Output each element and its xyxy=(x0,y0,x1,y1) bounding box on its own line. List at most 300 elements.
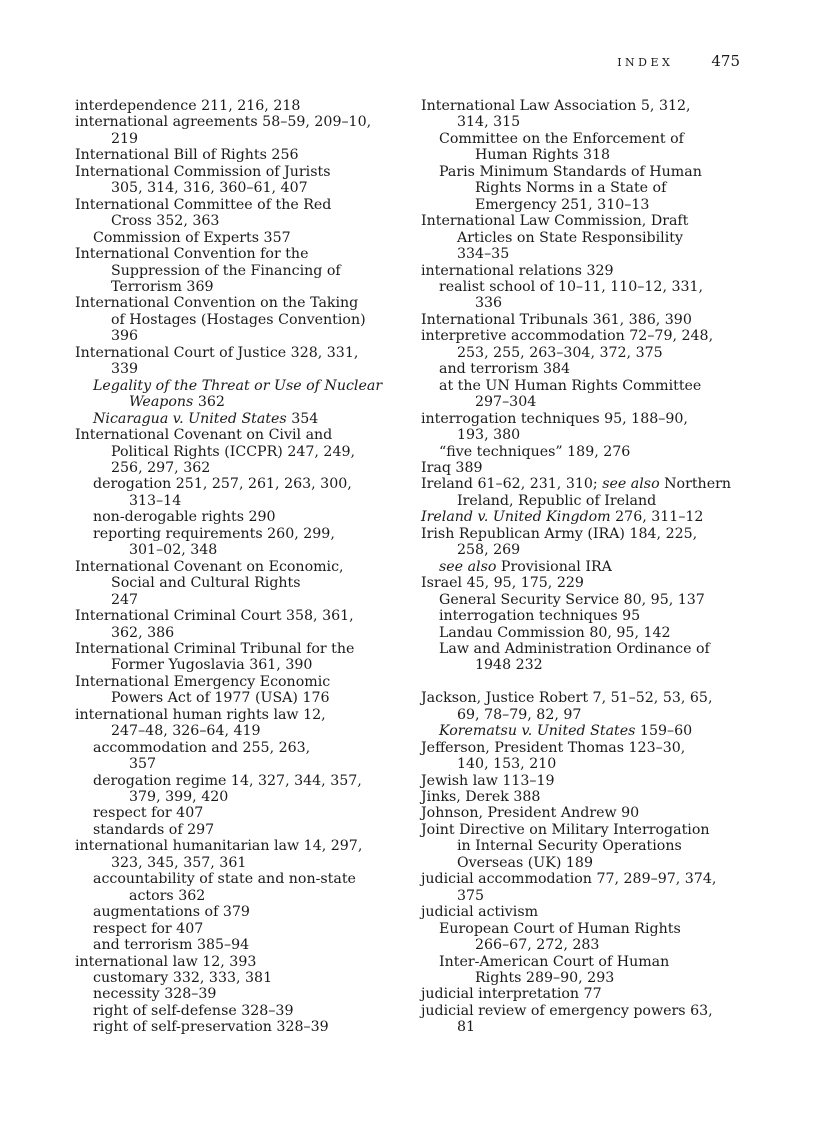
entry-text: “five techniques” 189, 276 xyxy=(439,443,631,460)
index-subentry xyxy=(93,904,415,920)
entry-continuation-line xyxy=(93,888,415,904)
entry-continuation-line xyxy=(421,427,761,443)
entry-text: 81 xyxy=(457,1019,476,1036)
index-entry xyxy=(421,98,761,131)
index-entry xyxy=(75,147,415,163)
index-subentry xyxy=(93,805,415,821)
entry-continuation-line xyxy=(75,180,415,196)
entry-line xyxy=(75,707,326,723)
entry-text: right of self-preservation 328–39 xyxy=(93,1019,329,1036)
entry-line xyxy=(93,526,335,542)
entry-line xyxy=(93,805,203,821)
index-entry xyxy=(421,328,761,361)
index-entry xyxy=(421,904,761,920)
entry-text: 258, 269 xyxy=(457,542,521,559)
entry-text: Law and Administration Ordinance of xyxy=(439,640,710,657)
entry-text: Human Rights 318 xyxy=(475,147,611,164)
entry-continuation-line xyxy=(439,657,761,673)
entry-line xyxy=(421,871,716,887)
entry-continuation-line xyxy=(75,279,415,295)
entry-text: at the UN Human Rights Committee xyxy=(439,377,702,394)
entry-text: in Internal Security Operations xyxy=(457,838,682,855)
entry-text: Irish Republican Army (IRA) 184, 225, xyxy=(421,525,698,542)
entry-line xyxy=(93,740,310,756)
index-subentry xyxy=(93,1003,415,1019)
entry-text: accountability of state and non-state xyxy=(93,871,356,888)
entry-text: 354 xyxy=(286,410,319,427)
entry-text: Overseas (UK) 189 xyxy=(457,854,593,871)
section-title: INDEX xyxy=(617,56,674,69)
entry-line xyxy=(75,197,331,213)
entry-text: interdependence 211, 216, 218 xyxy=(75,98,301,114)
entry-text: 247–48, 326–64, 419 xyxy=(111,723,261,740)
running-header xyxy=(617,52,740,70)
entry-text: derogation regime 14, 327, 344, 357, xyxy=(93,772,362,789)
entry-continuation-line xyxy=(75,460,415,476)
entry-line xyxy=(93,773,362,789)
entry-line xyxy=(93,476,352,492)
entry-text: International Law Commission, Draft xyxy=(421,213,689,230)
entry-text: Iraq 389 xyxy=(421,459,483,476)
entry-line xyxy=(439,279,703,295)
index-entry xyxy=(75,838,415,871)
entry-line xyxy=(93,411,318,427)
entry-continuation-line xyxy=(75,444,415,460)
entry-line xyxy=(421,263,614,279)
entry-text: European Court of Human Rights xyxy=(439,920,681,937)
entry-text: General Security Service 80, 95, 137 xyxy=(439,591,705,608)
index-subentry xyxy=(439,723,761,739)
index-entry xyxy=(75,114,415,147)
index-subentry xyxy=(93,822,415,838)
entry-continuation-line xyxy=(75,575,415,591)
entry-line xyxy=(421,509,703,525)
entry-text: International Commission of Jurists xyxy=(75,163,331,180)
entry-continuation-line xyxy=(421,345,761,361)
entry-text: Landau Commission 80, 95, 142 xyxy=(439,624,671,641)
entry-text: International Committee of the Red xyxy=(75,196,332,213)
entry-continuation-line xyxy=(75,690,415,706)
entry-text: Joint Directive on Military Interrogation xyxy=(421,821,710,838)
entry-text: International Convention for the xyxy=(75,246,309,263)
entry-line xyxy=(75,147,299,163)
entry-text: Jefferson, President Thomas 123–30, xyxy=(421,739,686,756)
entry-line xyxy=(421,526,697,542)
entry-continuation-line xyxy=(93,756,415,772)
page-number: 475 xyxy=(711,52,740,70)
entry-continuation-line xyxy=(93,493,415,509)
index-subentry xyxy=(439,164,761,213)
entry-text: 193, 380 xyxy=(457,427,521,444)
index-subentry xyxy=(93,921,415,937)
entry-text: Committee on the Enforcement of xyxy=(439,130,684,147)
entry-line xyxy=(421,460,483,476)
entry-line xyxy=(93,970,272,986)
entry-line xyxy=(421,805,639,821)
entry-text: 334–35 xyxy=(457,246,510,263)
entry-continuation-line xyxy=(75,592,415,608)
entry-text: International Criminal Court 358, 361, xyxy=(75,608,354,625)
entry-text: 140, 153, 210 xyxy=(457,756,557,773)
index-entry xyxy=(75,641,415,674)
index-entry xyxy=(421,871,761,904)
entry-text: 159–60 xyxy=(635,723,693,740)
entry-text: International Bill of Rights 256 xyxy=(75,147,299,164)
entry-text: Rights 289–90, 293 xyxy=(475,970,615,986)
index-subentry xyxy=(439,954,761,987)
entry-line xyxy=(75,674,330,690)
entry-text: Political Rights (ICCPR) 247, 249, xyxy=(111,443,356,460)
entry-line xyxy=(93,871,356,887)
index-column-left xyxy=(75,98,415,1036)
entry-text: necessity 328–39 xyxy=(93,986,217,1003)
entry-text: 276, 311–12 xyxy=(610,509,704,526)
entry-line xyxy=(421,986,602,1002)
index-entry xyxy=(75,427,415,476)
entry-text: Paris Minimum Standards of Human xyxy=(439,163,702,180)
entry-continuation-line xyxy=(439,295,761,311)
entry-text: Social and Cultural Rights xyxy=(111,575,301,592)
entry-line xyxy=(93,937,249,953)
index-entry xyxy=(75,608,415,641)
entry-line xyxy=(439,954,669,970)
entry-text: Powers Act of 1977 (USA) 176 xyxy=(111,690,330,707)
index-entry xyxy=(421,411,761,444)
index-entry xyxy=(421,476,761,509)
entry-line xyxy=(93,986,216,1002)
index-subentry xyxy=(439,444,761,460)
entry-text: respect for 407 xyxy=(93,920,204,937)
entry-text: 339 xyxy=(111,361,139,378)
entry-continuation-line xyxy=(75,328,415,344)
entry-continuation-line xyxy=(75,263,415,279)
entry-continuation-line xyxy=(93,542,415,558)
entry-line xyxy=(421,822,710,838)
entry-line xyxy=(439,641,710,657)
entry-line xyxy=(439,921,681,937)
entry-continuation-line xyxy=(421,246,761,262)
entry-text: Provisional IRA xyxy=(496,558,612,575)
index-entry xyxy=(421,509,761,525)
italic-text: Weapons xyxy=(129,394,194,411)
entry-continuation-line xyxy=(439,180,761,196)
entry-text: international law 12, 393 xyxy=(75,953,257,970)
entry-text: Ireland 61–62, 231, 310; xyxy=(421,476,603,493)
entry-text: 323, 345, 357, 361 xyxy=(111,854,247,871)
index-entry xyxy=(75,246,415,295)
entry-line xyxy=(421,476,731,492)
entry-continuation-line xyxy=(75,657,415,673)
index-subentry xyxy=(439,279,761,312)
index-entry xyxy=(75,345,415,378)
entry-continuation-line xyxy=(421,1019,761,1035)
entry-text: 375 xyxy=(457,887,485,904)
entry-line xyxy=(439,378,701,394)
entry-text: judicial review of emergency powers 63, xyxy=(421,1002,713,1019)
entry-text: judicial interpretation 77 xyxy=(421,986,602,1003)
entry-text: Israel 45, 95, 175, 229 xyxy=(421,575,584,592)
entry-line xyxy=(421,740,685,756)
index-entry xyxy=(75,707,415,740)
entry-continuation-line xyxy=(421,542,761,558)
index-entry xyxy=(75,197,415,230)
entry-line xyxy=(75,114,371,130)
entry-text: 313–14 xyxy=(129,492,182,509)
entry-text: non-derogable rights 290 xyxy=(93,509,276,526)
entry-text: judicial accommodation 77, 289–97, 374, xyxy=(421,871,717,888)
entry-continuation-line xyxy=(439,970,761,986)
index-entry xyxy=(421,263,761,279)
entry-line xyxy=(75,641,354,657)
entry-text: 362, 386 xyxy=(111,624,175,641)
italic-text: Nicaragua v. United States xyxy=(93,410,287,427)
index-entry xyxy=(421,690,761,723)
entry-line xyxy=(93,1003,293,1019)
entry-continuation-line xyxy=(439,394,761,410)
entry-continuation-line xyxy=(421,855,761,871)
entry-continuation-line xyxy=(421,756,761,772)
entry-text: international humanitarian law 14, 297, xyxy=(75,838,363,855)
entry-text: Emergency 251, 310–13 xyxy=(475,196,650,213)
index-subentry xyxy=(93,740,415,773)
entry-text: accommodation and 255, 263, xyxy=(93,739,311,756)
entry-text: 336 xyxy=(475,295,503,312)
entry-text: Cross 352, 363 xyxy=(111,213,220,230)
entry-continuation-line xyxy=(421,888,761,904)
entry-text: and terrorism 385–94 xyxy=(93,937,250,954)
index-entry xyxy=(75,954,415,970)
index-subentry xyxy=(439,559,761,575)
index-entry xyxy=(75,164,415,197)
entry-text: 1948 232 xyxy=(475,657,543,674)
entry-text: Former Yugoslavia 361, 390 xyxy=(111,657,313,674)
entry-line xyxy=(439,608,640,624)
entry-line xyxy=(439,164,702,180)
entry-continuation-line xyxy=(75,723,415,739)
entry-text: Ireland, Republic of Ireland xyxy=(457,492,657,509)
index-subentry xyxy=(439,921,761,954)
entry-continuation-line xyxy=(421,838,761,854)
entry-continuation-line xyxy=(439,197,761,213)
index-entry xyxy=(421,773,761,789)
entry-line xyxy=(439,625,671,641)
entry-line xyxy=(75,164,330,180)
entry-line xyxy=(421,1003,713,1019)
entry-line xyxy=(75,954,256,970)
index-subentry xyxy=(93,937,415,953)
entry-line xyxy=(93,378,382,394)
index-column-right xyxy=(421,98,761,1036)
entry-line xyxy=(93,904,250,920)
entry-line xyxy=(421,98,691,114)
italic-text: Ireland v. United Kingdom xyxy=(421,509,611,526)
entry-line xyxy=(421,690,712,706)
entry-line xyxy=(439,131,684,147)
entry-text: 256, 297, 362 xyxy=(111,459,211,476)
entry-text: customary 332, 333, 381 xyxy=(93,970,273,987)
entry-text: International Law Association 5, 312, xyxy=(421,98,691,114)
index-subentry xyxy=(93,970,415,986)
entry-line xyxy=(439,592,705,608)
entry-text: interrogation techniques 95 xyxy=(439,608,641,625)
index-subentry xyxy=(439,641,761,674)
index-entry xyxy=(75,674,415,707)
entry-text: 253, 255, 263–304, 372, 375 xyxy=(457,344,663,361)
entry-text: international agreements 58–59, 209–10, xyxy=(75,114,372,131)
index-entry xyxy=(421,526,761,559)
index-subentry xyxy=(93,871,415,904)
entry-text: Northern xyxy=(659,476,732,493)
entry-text: Jewish law 113–19 xyxy=(421,772,555,789)
entry-text: augmentations of 379 xyxy=(93,904,250,921)
index-entry xyxy=(421,986,761,1002)
entry-text: Articles on State Responsibility xyxy=(457,229,683,246)
entry-text: International Covenant on Economic, xyxy=(75,558,344,575)
entry-text: international relations 329 xyxy=(421,262,614,279)
entry-text: International Convention on the Taking xyxy=(75,295,359,312)
index-subentry xyxy=(93,411,415,427)
italic-text: Korematsu v. United States xyxy=(439,723,636,740)
index-entry xyxy=(75,98,415,114)
italic-text: see also xyxy=(439,558,497,575)
entry-line xyxy=(75,246,308,262)
index-subentry xyxy=(439,378,761,411)
entry-text: 301–02, 348 xyxy=(129,542,218,559)
entry-line xyxy=(75,295,358,311)
entry-text: reporting requirements 260, 299, xyxy=(93,525,335,542)
entry-text: respect for 407 xyxy=(93,805,204,822)
index-entry xyxy=(421,575,761,591)
entry-continuation-line xyxy=(439,147,761,163)
index-entry xyxy=(75,559,415,608)
index-subentry xyxy=(93,230,415,246)
entry-continuation-line xyxy=(75,361,415,377)
entry-text: Rights Norms in a State of xyxy=(475,180,667,197)
italic-text: Legality of the Threat or Use of Nuclear xyxy=(93,377,383,394)
entry-continuation-line xyxy=(421,230,761,246)
index-subentry xyxy=(93,1019,415,1035)
entry-continuation-line xyxy=(75,131,415,147)
entry-continuation-line xyxy=(75,213,415,229)
entry-text: interrogation techniques 95, 188–90, xyxy=(421,410,688,427)
entry-text: 266–67, 272, 283 xyxy=(475,937,600,954)
italic-text: see also xyxy=(602,476,660,493)
entry-text: and terrorism 384 xyxy=(439,361,571,378)
entry-text: judicial activism xyxy=(421,904,539,921)
entry-text: 314, 315 xyxy=(457,114,521,131)
entry-text: realist school of 10–11, 110–12, 331, xyxy=(439,278,704,295)
entry-line xyxy=(93,230,291,246)
index-subentry xyxy=(93,378,415,411)
entry-line xyxy=(439,723,692,739)
entry-continuation-line xyxy=(93,789,415,805)
entry-line xyxy=(75,559,344,575)
entry-text: actors 362 xyxy=(129,887,206,904)
index-subentry xyxy=(93,526,415,559)
entry-text: 69, 78–79, 82, 97 xyxy=(457,706,582,723)
entry-text: International Emergency Economic xyxy=(75,673,331,690)
index-entry xyxy=(421,460,761,476)
index-subentry xyxy=(93,986,415,1002)
entry-continuation-line xyxy=(421,493,761,509)
entry-continuation-line xyxy=(75,855,415,871)
index-entry xyxy=(421,1003,761,1036)
index-subentry xyxy=(93,773,415,806)
entry-continuation-line xyxy=(421,114,761,130)
index-subentry xyxy=(439,592,761,608)
entry-line xyxy=(421,773,555,789)
entry-text: 219 xyxy=(111,130,139,147)
entry-line xyxy=(421,411,688,427)
entry-text: international human rights law 12, xyxy=(75,706,326,723)
entry-text: interpretive accommodation 72–79, 248, xyxy=(421,328,714,345)
entry-line xyxy=(421,575,584,591)
index-subentry xyxy=(93,509,415,525)
entry-line xyxy=(75,608,354,624)
entry-line xyxy=(93,1019,329,1035)
entry-line xyxy=(75,427,332,443)
entry-line xyxy=(75,345,358,361)
entry-text: of Hostages (Hostages Convention) xyxy=(111,311,366,328)
entry-text: 247 xyxy=(111,591,139,608)
index-entry xyxy=(421,740,761,773)
entry-line xyxy=(421,789,540,805)
index-subentry xyxy=(439,361,761,377)
entry-text: 396 xyxy=(111,328,139,345)
entry-line xyxy=(421,328,713,344)
entry-line xyxy=(75,98,300,114)
entry-text: International Covenant on Civil and xyxy=(75,427,333,444)
entry-text: 362 xyxy=(193,394,225,411)
entry-text: 297–304 xyxy=(475,394,537,411)
entry-text: right of self-defense 328–39 xyxy=(93,1002,294,1019)
entry-continuation-line xyxy=(421,707,761,723)
entry-text: International Criminal Tribunal for the xyxy=(75,640,355,657)
index-entry xyxy=(75,295,415,344)
entry-text: Terrorism 369 xyxy=(111,278,214,295)
entry-continuation-line xyxy=(75,625,415,641)
entry-line xyxy=(421,904,538,920)
entry-text: International Court of Justice 328, 331, xyxy=(75,344,359,361)
entry-text: 357 xyxy=(129,756,157,773)
entry-text: Inter-American Court of Human xyxy=(439,953,670,970)
entry-text: Johnson, President Andrew 90 xyxy=(421,805,640,822)
entry-text: Commission of Experts 357 xyxy=(93,229,291,246)
entry-text: Suppression of the Financing of xyxy=(111,262,341,279)
index-entry xyxy=(421,312,761,328)
entry-text: Jinks, Derek 388 xyxy=(421,789,541,806)
entry-line xyxy=(421,213,688,229)
index-entry xyxy=(421,805,761,821)
entry-continuation-line xyxy=(75,312,415,328)
entry-line xyxy=(439,559,612,575)
entry-text: International Tribunals 361, 386, 390 xyxy=(421,311,692,328)
entry-line xyxy=(93,921,203,937)
entry-continuation-line xyxy=(93,394,415,410)
index-entry xyxy=(421,789,761,805)
index-entry xyxy=(421,213,761,262)
entry-line xyxy=(75,838,362,854)
entry-continuation-line xyxy=(439,937,761,953)
entry-line xyxy=(421,312,692,328)
entry-text: 305, 314, 316, 360–61, 407 xyxy=(111,180,308,197)
entry-text: 379, 399, 420 xyxy=(129,789,229,806)
entry-line xyxy=(93,509,276,525)
entry-line xyxy=(93,822,214,838)
index-subentry xyxy=(439,625,761,641)
index-subentry xyxy=(439,608,761,624)
entry-text: Jackson, Justice Robert 7, 51–52, 53, 65, xyxy=(421,690,713,707)
